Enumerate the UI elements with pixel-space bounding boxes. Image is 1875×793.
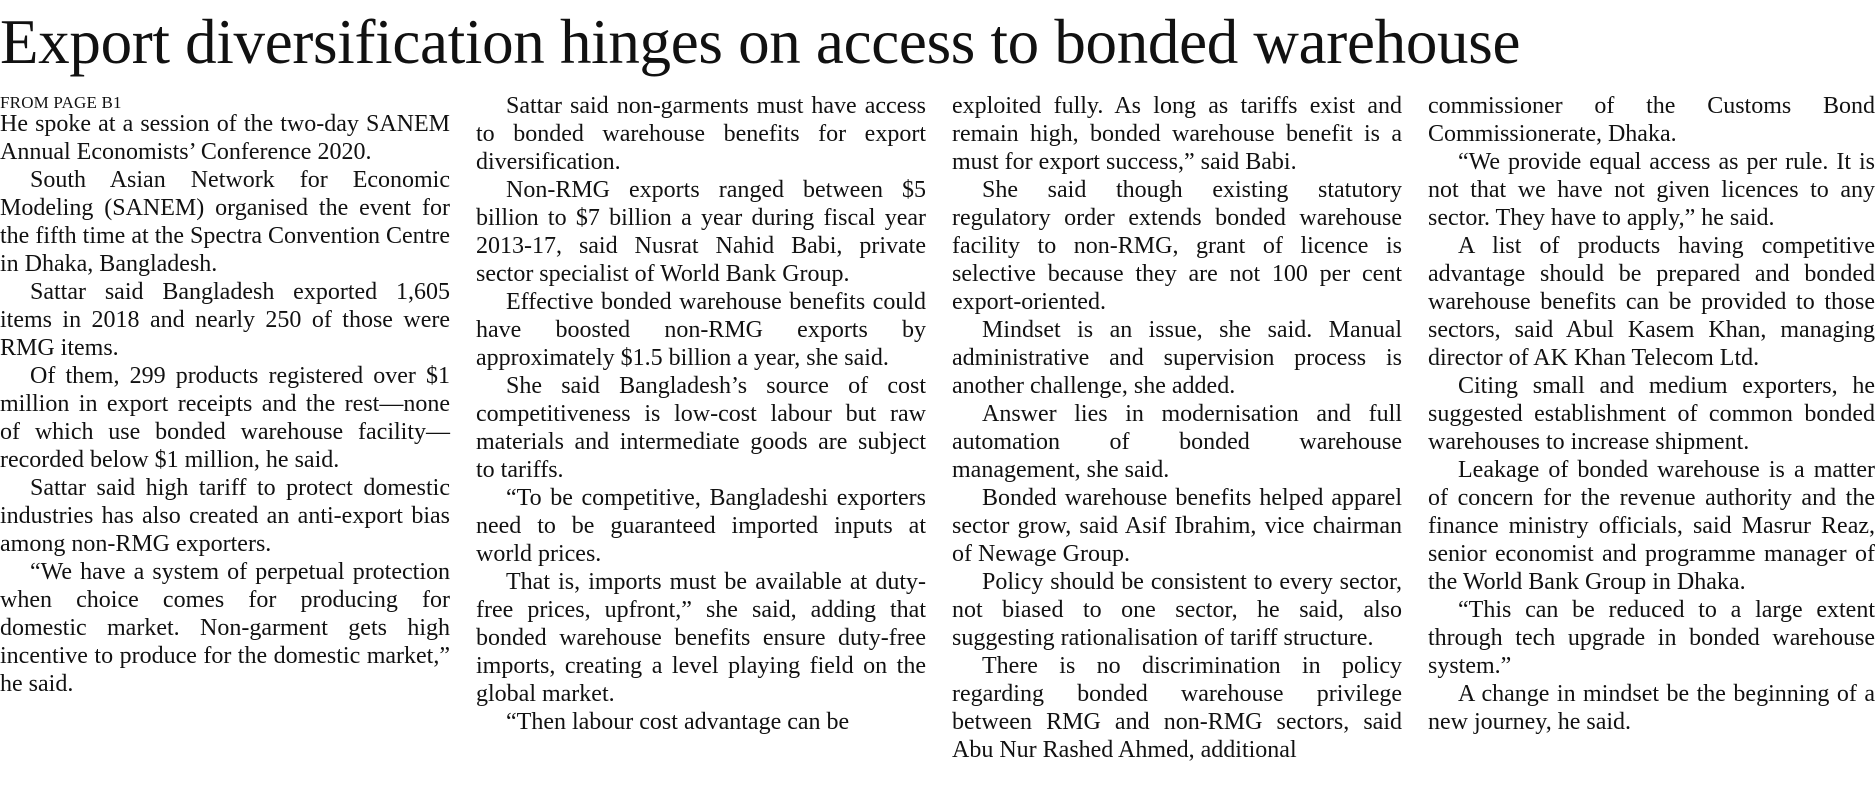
paragraph: That is, imports must be available at duty-free prices, upfront,” she said, adding that bonded warehouse benefits ensure duty-free imports, creating a level playing field on the global market. bbox=[476, 569, 926, 707]
paragraph: Citing small and medium exporters, he suggested establishment of common bonded warehouses to increase shipment. bbox=[1428, 373, 1875, 455]
paragraph: Effective bonded warehouse benefits could have boosted non-RMG exports by approximately $1.5 billion a year, she said. bbox=[476, 289, 926, 371]
paragraph: “This can be reduced to a large extent through tech upgrade in bonded warehouse system.” bbox=[1428, 597, 1875, 679]
paragraph: She said though existing statutory regulatory order extends bonded warehouse facility to non-RMG, grant of licence is selective because they are not 100 per cent export-oriented. bbox=[952, 177, 1402, 315]
article-column-4 bbox=[1428, 92, 1875, 736]
paragraph: He spoke at a session of the two-day SANEM Annual Economists’ Conference 2020. bbox=[0, 111, 450, 165]
paragraph: Sattar said Bangladesh exported 1,605 items in 2018 and nearly 250 of those were RMG items. bbox=[0, 279, 450, 361]
paragraph: Mindset is an issue, she said. Manual administrative and supervision process is another challenge, she added. bbox=[952, 317, 1402, 399]
paragraph: Leakage of bonded warehouse is a matter of concern for the revenue authority and the finance ministry officials, said Masrur Reaz, senior economist and programme manager of the World Bank Group in Dhaka. bbox=[1428, 457, 1875, 595]
paragraph: There is no discrimination in policy regarding bonded warehouse privilege between RMG and non-RMG sectors, said Abu Nur Rashed Ahmed, additional bbox=[952, 653, 1402, 763]
paragraph: “We provide equal access as per rule. It is not that we have not given licences to any sector. They have to apply,” he said. bbox=[1428, 149, 1875, 231]
paragraph: Sattar said high tariff to protect domestic industries has also created an anti-export bias among non-RMG exporters. bbox=[0, 475, 450, 557]
paragraph: Policy should be consistent to every sector, not biased to one sector, he said, also suggesting rationalisation of tariff structure. bbox=[952, 569, 1402, 651]
article-column-2 bbox=[476, 92, 926, 736]
paragraph: “We have a system of perpetual protection when choice comes for producing for domestic market. Non-garment gets high incentive to produce for the domestic market,” he said. bbox=[0, 559, 450, 697]
paragraph: “Then labour cost advantage can be bbox=[506, 709, 850, 735]
continuation-kicker: FROM PAGE B1 bbox=[0, 93, 122, 112]
paragraph: She said Bangladesh’s source of cost competitiveness is low-cost labour but raw materials and intermediate goods are subject to tariffs. bbox=[476, 373, 926, 483]
paragraph: Bonded warehouse benefits helped apparel sector grow, said Asif Ibrahim, vice chairman of Newage Group. bbox=[952, 485, 1402, 567]
paragraph: South Asian Network for Economic Modeling (SANEM) organised the event for the fifth time at the Spectra Convention Centre in Dhaka, Bangladesh. bbox=[0, 167, 450, 277]
paragraph: Sattar said non-garments must have access to bonded warehouse benefits for export diversification. bbox=[476, 93, 926, 175]
paragraph-continued: commissioner of the Customs Bond Commissionerate, Dhaka. bbox=[1428, 93, 1875, 147]
paragraph: Answer lies in modernisation and full automation of bonded warehouse management, she said. bbox=[952, 401, 1402, 483]
article-column-3 bbox=[952, 92, 1402, 764]
article-column-1 bbox=[0, 92, 450, 698]
paragraph: “To be competitive, Bangladeshi exporters need to be guaranteed imported inputs at world prices. bbox=[476, 485, 926, 567]
paragraph: Non-RMG exports ranged between $5 billion to $7 billion a year during fiscal year 2013-17, said Nusrat Nahid Babi, private sector specialist of World Bank Group. bbox=[476, 177, 926, 287]
paragraph: Of them, 299 products registered over $1 million in export receipts and the rest—none of which use bonded warehouse facility—recorded below $1 million, he said. bbox=[0, 363, 450, 473]
paragraph: A change in mindset be the beginning of a new journey, he said. bbox=[1428, 681, 1875, 735]
paragraph: A list of products having competitive advantage should be prepared and bonded warehouse benefits can be provided to those sectors, said Abul Kasem Khan, managing director of AK Khan Telecom Ltd. bbox=[1428, 233, 1875, 371]
paragraph-continued: exploited fully. As long as tariffs exist and remain high, bonded warehouse benefit is a must for export success,” said Babi. bbox=[952, 93, 1402, 175]
article-headline: Export diversification hinges on access to bonded warehouse bbox=[0, 7, 1521, 77]
